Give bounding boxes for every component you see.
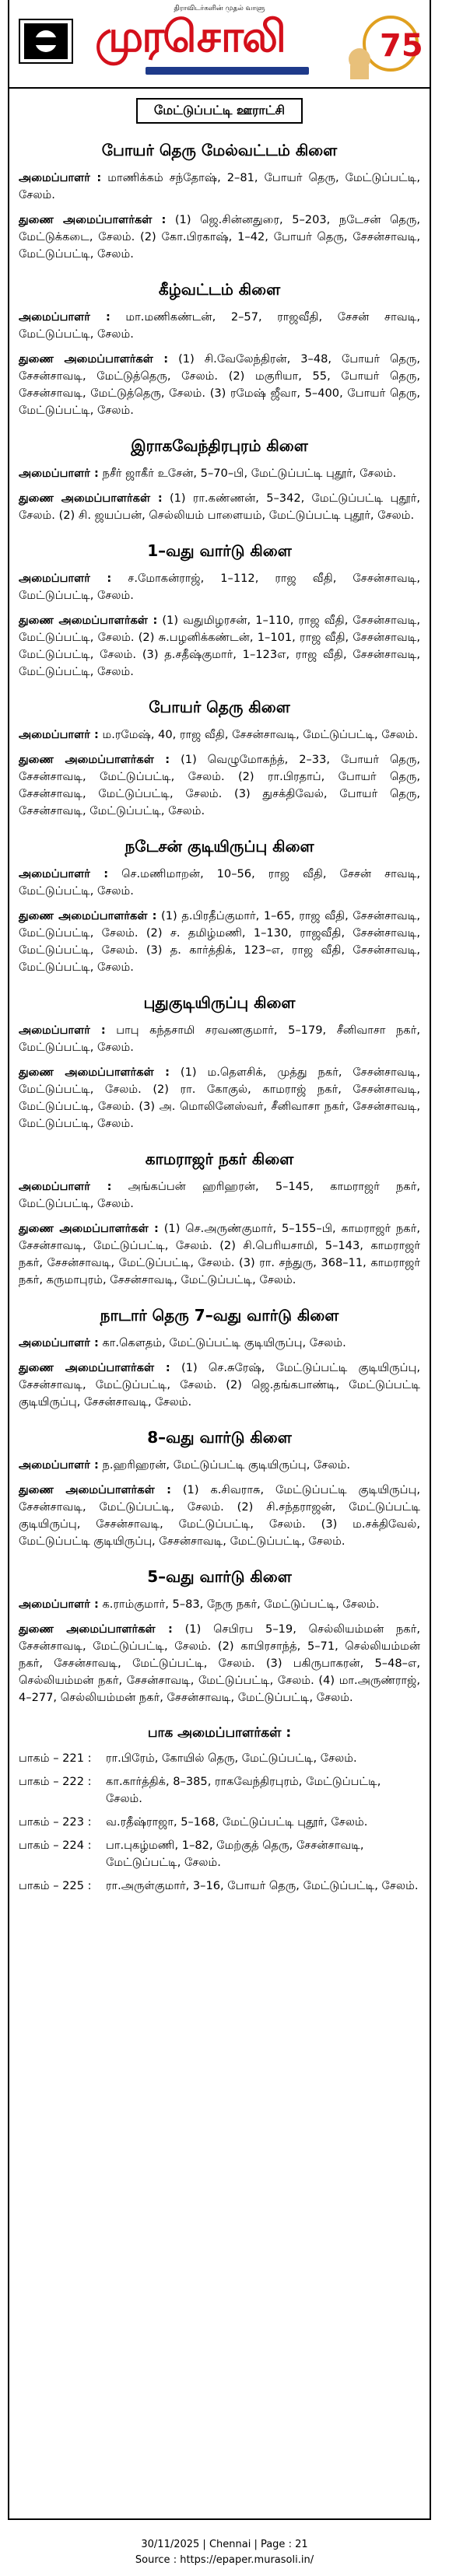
entry-label: அமைப்பாளர் : — [19, 1024, 106, 1037]
party-emblem-logo — [19, 19, 73, 64]
organizer-entry — [19, 570, 420, 604]
entry-text: (1) க.சிவராசு, மேட்டுப்பட்டி குடியிருப்பு, சேசன்சாவடி, மேட்டுப்பட்டி, சேலம். (2) சி.சந்தராஜன், மேட்டுப்பட்டி குடியிருப்பு, சேசன்சாவடி, மேட்டுப்பட்டி, சேலம். (3) ம.சக்திவேல், மேட்டுப்பட்டி குடியிருப்பு, சேசன்சாவடி, மேட்டுப்பட்டி, சேலம். — [19, 1483, 420, 1548]
booth-number: பாகம் – 224 : — [19, 1839, 92, 1852]
organizer-entry — [19, 1178, 420, 1213]
entry-label: அமைப்பாளர் : — [19, 310, 110, 324]
organizer-entry — [19, 1335, 420, 1352]
entry-label: துணை அமைப்பாளர்கள் : — [19, 614, 158, 627]
entry-text: ம.ரமேஷ், 40, ராஜ வீதி, சேசன்சாவடி, மேட்டுப்பட்டி, சேலம். — [98, 728, 419, 741]
entry-text: நசீர் ஜாகீர் உசேன், 5–70–பி, மேட்டுப்பட்டி புதூர், சேலம். — [98, 467, 397, 480]
organizer-entry — [19, 726, 420, 744]
booth-number: பாகம் – 225 : — [19, 1879, 92, 1892]
entry-text: பாபு கந்தசாமி சரவணகுமார், 5–179, சீனிவாசா நகர், மேட்டுப்பட்டி, சேலம். — [19, 1024, 421, 1054]
booth-organizer: பா.புகழ்மணி, 1–82, மேற்குத் தெரு, சேசன்சாவடி, மேட்டுப்பட்டி, சேலம். — [106, 1839, 364, 1869]
entry-text: ந.ஹரிஹரன், மேட்டுப்பட்டி குடியிருப்பு, சேலம். — [98, 1458, 350, 1472]
booth-entry — [19, 1878, 420, 1895]
booth-number: பாகம் – 223 : — [19, 1815, 92, 1829]
organizer-entry — [19, 866, 420, 900]
booth-organizer: கா.கார்த்திக், 8–385, ராகவேந்திரபுரம், மேட்டுப்பட்டி, சேலம். — [106, 1775, 381, 1805]
footer-source-line: Source : https://epaper.murasoli.in/ — [135, 2554, 314, 2566]
booth-organizer: வ.ரதீஷ்ராஜா, 5–168, மேட்டுப்பட்டி புதூர், சேலம். — [106, 1815, 368, 1829]
anniversary-badge — [336, 11, 422, 81]
masthead-logo-text: முரசொலி — [95, 12, 285, 62]
page-title: மேட்டுப்பட்டி ஊராட்சி — [136, 98, 303, 124]
entry-label: துணை அமைப்பாளர்கள் : — [19, 1361, 170, 1374]
badge-number: 75 — [380, 28, 422, 64]
organizer-entry — [19, 1022, 420, 1056]
entry-label: அமைப்பாளர் : — [19, 867, 109, 880]
deputy-organizers-entry — [19, 751, 420, 820]
section-heading: போயர் தெரு மேல்வட்டம் கிளை — [101, 141, 338, 159]
deputy-organizers-entry — [19, 908, 420, 976]
booth-entry — [19, 1750, 420, 1767]
entry-text: ச.மோகன்ராஜ், 1–112, ராஜ வீதி, சேசன்சாவடி, மேட்டுப்பட்டி, சேலம். — [19, 572, 420, 602]
entry-text: க.ராம்குமார், 5–83, நேரு நகர், மேட்டுப்பட்டி, சேலம். — [98, 1598, 380, 1611]
deputy-organizers-entry — [19, 351, 420, 419]
deputy-organizers-entry — [19, 1064, 420, 1132]
entry-label: அமைப்பாளர் : — [19, 1458, 99, 1472]
entry-text: (1) ம.தெளசிக், முத்து நகர், சேசன்சாவடி, மேட்டுப்பட்டி, சேலம். (2) ரா. கோகுல், காமராஜ் நகர், சேசன்சாவடி, மேட்டுப்பட்டி, சேலம். (3) அ. மொலினேஸ்வர், சீனிவாசா நகர், சேசன்சாவடி, மேட்டுப்பட்டி, சேலம். — [19, 1066, 420, 1130]
booth-organizers-heading: பாக அமைப்பாளர்கள் : — [147, 1725, 292, 1741]
entry-text: (1) ஜெ.சின்னதுரை, 5–203, நடேசன் தெரு, மேட்டுக்கடை, சேலம். (2) கோ.பிரகாஷ், 1–42, போயர் தெரு, சேசன்சாவடி, மேட்டுப்பட்டி, சேலம். — [19, 213, 420, 261]
entry-label: துணை அமைப்பாளர்கள் : — [19, 1222, 159, 1235]
entry-text: மாணிக்கம் சந்தோஷ், 2–81, போயர் தெரு, மேட்டுப்பட்டி, சேலம். — [19, 171, 420, 201]
organizer-entry — [19, 170, 420, 204]
deputy-organizers-entry — [19, 212, 420, 263]
entry-text: (1) த.பிரதீப்குமார், 1–65, ராஜ வீதி, சேசன்சாவடி, மேட்டுப்பட்டி, சேலம். (2) ச. தமிழ்மணி, 1–130, ராஜவீதி, சேசன்சாவடி, மேட்டுப்பட்டி, சேலம். (3) த. கார்த்திக், 123–எ, ராஜ வீதி, சேசன்சாவடி, மேட்டுப்பட்டி, சேலம். — [19, 909, 420, 974]
entry-text: (1) ரா.கண்ணன், 5–342, மேட்டுப்பட்டி புதூர், சேலம். (2) சி. ஜயப்பன், செல்லியம் பாளையம், மேட்டுப்பட்டி புதூர், சேலம். — [19, 492, 420, 522]
page-footer — [0, 2537, 449, 2568]
section-heading: 5–வது வார்டு கிளை — [147, 1567, 292, 1586]
deputy-organizers-entry — [19, 1482, 420, 1550]
section-heading: புதுகுடியிருப்பு கிளை — [143, 993, 296, 1012]
entry-label: அமைப்பாளர் : — [19, 171, 102, 184]
entry-label: துணை அமைப்பாளர்கள் : — [19, 1483, 171, 1496]
entry-text: (1) செ.அருண்குமார், 5–155–பி, காமராஜர் நகர், சேசன்சாவடி, மேட்டுப்பட்டி, சேலம். (2) சி.பெரியசாமி, 5–143, காமராஜர் நகர், சேசன்சாவடி, மேட்டுப்பட்டி, சேலம். (3) ரா. சந்துரு, 368–11, காமராஜர் நகர், கருமாபுரம், சேசன்சாவடி, மேட்டுப்பட்டி, சேலம். — [19, 1222, 420, 1286]
deputy-organizers-entry — [19, 1360, 420, 1411]
entry-label: அமைப்பாளர் : — [19, 1180, 112, 1193]
entry-label: துணை அமைப்பாளர்கள் : — [19, 213, 167, 226]
deputy-organizers-entry — [19, 1621, 420, 1706]
section-heading: இராகவேந்திரபுரம் கிளை — [131, 436, 308, 455]
entry-text: (1) வதுமிழரசன், 1–110, ராஜ வீதி, சேசன்சாவடி, மேட்டுப்பட்டி, சேலம். (2) சு.பழனிக்கண்டன், 1–101, ராஜ வீதி, சேசன்சாவடி, மேட்டுப்பட்டி, சேலம். (3) த.சதீஷ்குமார், 1–123எ, ராஜ வீதி, சேசன்சாவடி, மேட்டுப்பட்டி, சேலம். — [19, 614, 420, 678]
section-heading: 8–வது வார்டு கிளை — [147, 1428, 292, 1447]
booth-entry — [19, 1814, 420, 1831]
organizer-entry — [19, 1457, 420, 1474]
section-heading: கீழ்வட்டம் கிளை — [158, 280, 281, 299]
deputy-organizers-entry — [19, 490, 420, 524]
deputy-organizers-entry — [19, 612, 420, 681]
deputy-organizers-entry — [19, 1220, 420, 1289]
booth-number: பாகம் – 222 : — [19, 1775, 92, 1788]
entry-label: அமைப்பாளர் : — [19, 1336, 99, 1349]
entry-label: அமைப்பாளர் : — [19, 572, 112, 585]
entry-label: அமைப்பாளர் : — [19, 728, 99, 741]
booth-entry — [19, 1773, 420, 1808]
masthead-subline — [146, 67, 309, 75]
entry-label: அமைப்பாளர் : — [19, 467, 99, 480]
entry-label: துணை அமைப்பாளர்கள் : — [19, 1622, 173, 1636]
entry-text: செ.மணிமாறன், 10–56, ராஜ வீதி, சேசன் சாவடி, மேட்டுப்பட்டி, சேலம். — [19, 867, 421, 898]
newspaper-page — [8, 0, 431, 2520]
footer-date-line: 30/11/2025 | Chennai | Page : 21 — [141, 2539, 308, 2550]
entry-text: (1) செ.சுரேஷ், மேட்டுப்பட்டி குடியிருப்பு, சேசன்சாவடி, மேட்டுப்பட்டி, சேலம். (2) ஜெ.தங்கபாண்டி, மேட்டுப்பட்டி குடியிருப்பு, சேசன்சாவடி, சேலம். — [19, 1361, 420, 1409]
booth-entry — [19, 1837, 420, 1871]
entry-text: (1) செபிரப 5–19, செல்லியம்மன் நகர், சேசன்சாவடி, மேட்டுப்பட்டி, சேலம். (2) காபிரசாந்த், 5–71, செல்லியம்மன் நகர், சேசன்சாவடி, மேட்டுப்பட்டி, சேலம். (3) பகிருபாகரன், 5–48–எ, செல்லியம்மன் நகர், சேசன்சாவடி, மேட்டுப்பட்டி, சேலம். (4) மா.அருண்ராஜ், 4–277, செல்லியம்மன் நகர், சேசன்சாவடி, மேட்டுப்பட்டி, சேலம். — [19, 1622, 420, 1704]
entry-label: துணை அமைப்பாளர்கள் : — [19, 492, 163, 505]
organizer-entry — [19, 1596, 420, 1613]
entry-label: துணை அமைப்பாளர்கள் : — [19, 909, 157, 922]
entry-label: துணை அமைப்பாளர்கள் : — [19, 1066, 170, 1079]
section-heading: நாடார் தெரு 7–வது வார்டு கிளை — [100, 1306, 339, 1325]
organizer-entry — [19, 309, 420, 343]
section-heading: போயர் தெரு கிளை — [149, 698, 290, 716]
entry-label: அமைப்பாளர் : — [19, 1598, 99, 1611]
section-heading: காமராஜர் நகர் கிளை — [145, 1150, 294, 1168]
section-heading: 1–வது வார்டு கிளை — [147, 541, 292, 560]
masthead-tagline: திராவிடர்களின் முதல் வாளு — [174, 5, 265, 12]
entry-text: (1) வெழுமோகந்த், 2–33, போயர் தெரு, சேசன்சாவடி, மேட்டுப்பட்டி, சேலம். (2) ரா.பிரதாப், போயர் தெரு, சேசன்சாவடி, மேட்டுப்பட்டி, சேலம். (3) துசக்திவேல், போயர் தெரு, சேசன்சாவடி, மேட்டுப்பட்டி, சேலம். — [19, 753, 420, 817]
organizer-entry — [19, 465, 420, 482]
entry-text: (1) சி.வேலேந்திரன், 3–48, போயர் தெரு, சேசன்சாவடி, மேட்டுத்தெரு, சேலம். (2) மகுரியா, 55, போயர் தெரு, சேசன்சாவடி, மேட்டுத்தெரு, சேலம். (3) ரமேஷ் ஜீவா, 5–400, போயர் தெரு, மேட்டுப்பட்டி, சேலம். — [19, 352, 420, 417]
masthead — [9, 0, 430, 89]
booth-number: பாகம் – 221 : — [19, 1752, 92, 1765]
booth-organizer: ரா.பிரேம், கோயில் தெரு, மேட்டுப்பட்டி, சேலம். — [106, 1752, 357, 1765]
entry-label: துணை அமைப்பாளர்கள் : — [19, 352, 169, 366]
article-content — [9, 141, 430, 1895]
entry-label: துணை அமைப்பாளர்கள் : — [19, 753, 170, 766]
entry-text: அங்கப்பன் ஹரிஹரன், 5–145, காமராஜர் நகர், மேட்டுப்பட்டி, சேலம். — [19, 1180, 420, 1210]
entry-text: மா.மணிகண்டன், 2–57, ராஜவீதி, சேசன் சாவடி, மேட்டுப்பட்டி, சேலம். — [19, 310, 420, 341]
booth-organizer: ரா.அருள்குமார், 3–16, போயர் தெரு, மேட்டுப்பட்டி, சேலம். — [106, 1879, 419, 1892]
section-heading: நடேசன் குடியிருப்பு கிளை — [125, 837, 314, 856]
entry-text: கா.கௌதம், மேட்டுப்பட்டி குடியிருப்பு, சேலம். — [98, 1336, 346, 1349]
